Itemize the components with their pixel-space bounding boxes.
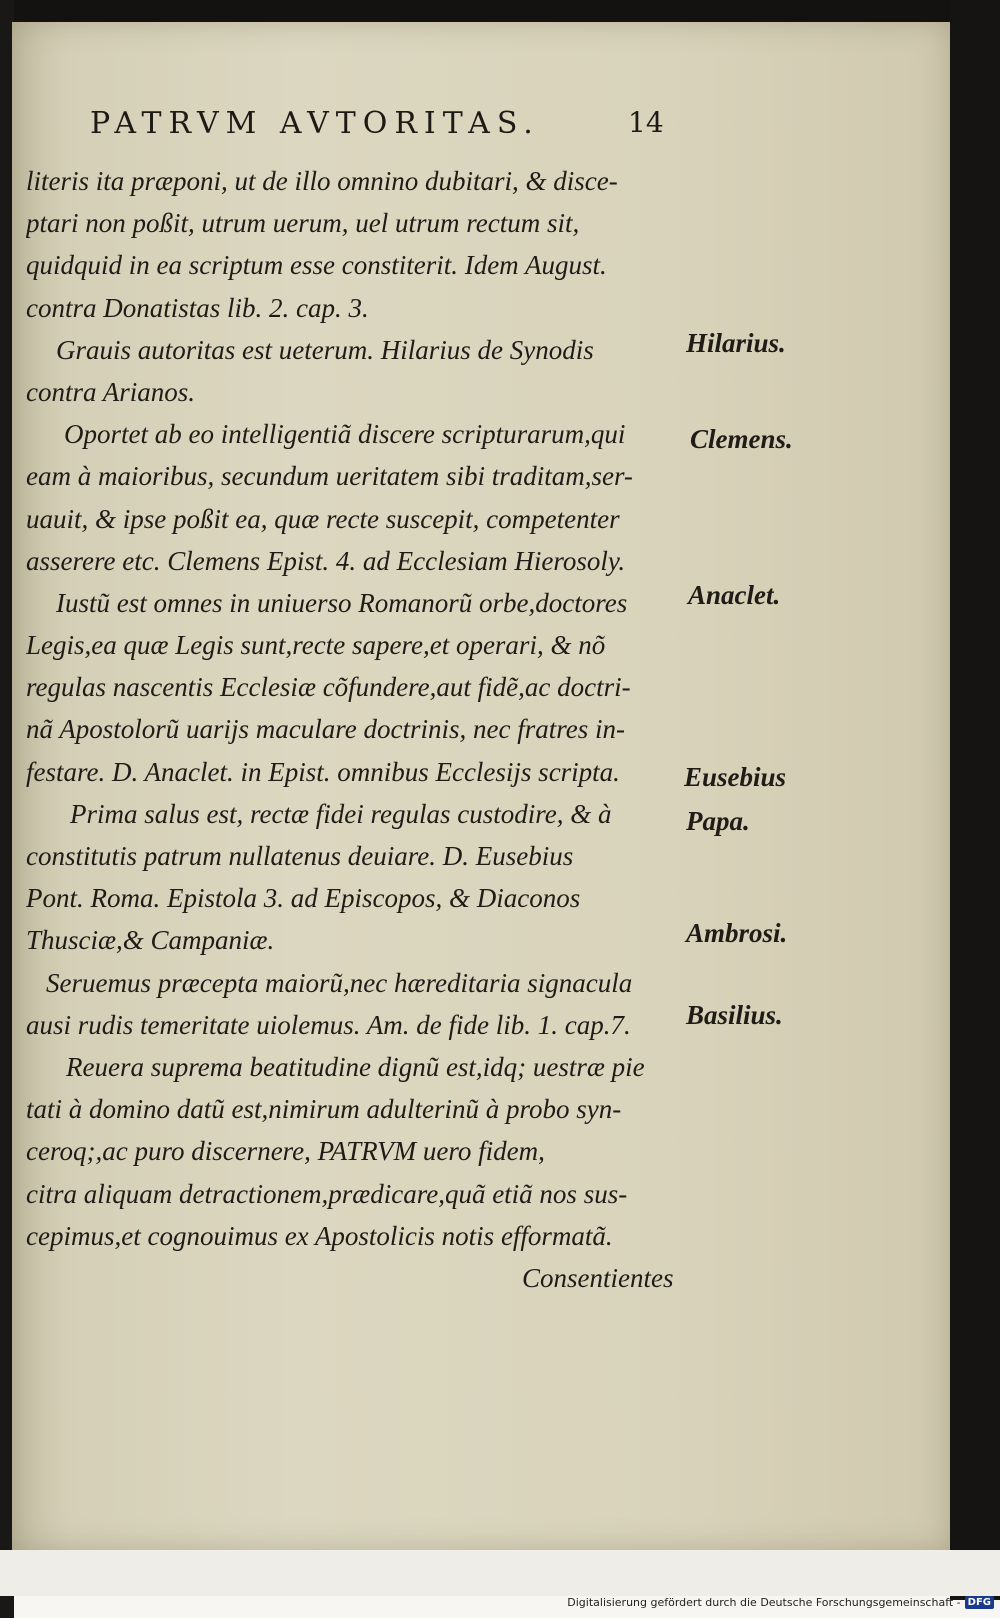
text-line: constitutis patrum nullatenus deuiare. D. Eusebius bbox=[26, 841, 574, 871]
catchword: Consentientes bbox=[522, 1262, 674, 1293]
text-line: regulas nascentis Ecclesiæ cõfundere,aut fidẽ,ac doctri- bbox=[26, 672, 631, 703]
text-line: ceroq;,ac puro discernere, PATRVM uero fidem, bbox=[26, 1136, 545, 1167]
text-line: contra Arianos. bbox=[26, 376, 196, 407]
text-line: Legis,ea quæ Legis sunt,recte sapere,et operari, & nõ bbox=[26, 630, 606, 661]
digitization-credit bbox=[567, 1596, 994, 1609]
dfg-logo: DFG bbox=[965, 1596, 994, 1609]
margin-note-hilarius: Hilarius. bbox=[686, 328, 786, 358]
text-line: contra Donatistas lib. 2. cap. 3. bbox=[26, 292, 369, 323]
text-line: Grauis autoritas est ueterum. Hilarius de Synodis bbox=[56, 334, 594, 365]
text-line: cepimus,et cognouimus ex Apostolicis notis efformatã. bbox=[26, 1220, 613, 1251]
scan-top-border bbox=[0, 0, 1000, 22]
credit-text: Digitalisierung gefördert durch die Deutsche Forschungsgemeinschaft - bbox=[567, 1596, 961, 1609]
text-line: uauit, & ipse poßit ea, quæ recte suscepit, competenter bbox=[26, 503, 620, 534]
scan-bottom-margin bbox=[0, 1550, 1000, 1596]
scan-right-border bbox=[950, 0, 1000, 1600]
text-line: Reuera suprema beatitudine dignũ est,idq; uestræ pie bbox=[66, 1051, 645, 1082]
text-line: literis ita præponi, ut de illo omnino dubitari, & discе- bbox=[26, 166, 618, 196]
text-line: festare. D. Anaclet. in Epist. omnibus Ecclesijs scripta. bbox=[26, 756, 620, 787]
text-line: eam à maioribus, secundum ueritatem sibi traditam,ser- bbox=[26, 461, 633, 492]
text-line: nã Apostolorũ uarijs maculare doctrinis, nec fratres in- bbox=[26, 714, 625, 745]
text-line: Thusciæ,& Campaniæ. bbox=[26, 925, 275, 956]
text-line: ausi rudis temeritate uiolemus. Am. de fide lib. 1. cap.7. bbox=[26, 1009, 631, 1040]
main-text-block bbox=[26, 160, 686, 1299]
margin-note-clemens: Clemens. bbox=[690, 424, 793, 454]
text-line: Seruemus præcepta maiorũ,nec hæreditaria signacula bbox=[46, 967, 633, 998]
page-number: 14 bbox=[628, 106, 664, 139]
text-line: ptari non poßit, utrum uerum, uel utrum rectum sit, bbox=[26, 208, 580, 239]
text-line: asserere etc. Clemens Epist. 4. ad Ecclesiam Hierosoly. bbox=[26, 545, 626, 576]
margin-note-eusebius: Eusebius bbox=[684, 762, 787, 792]
text-line: Pont. Roma. Epistola 3. ad Episcopos, & Diaconos bbox=[26, 883, 581, 914]
text-line: quidquid in ea scriptum esse constiterit. Idem August. bbox=[26, 250, 607, 281]
text-line: Iustũ est omnes in uniuerso Romanorũ orbe,doctores bbox=[56, 587, 628, 618]
text-line: tati à domino datũ est,nimirum adulterinũ à probo syn- bbox=[26, 1094, 622, 1125]
text-line: Oportet ab eo intelligentiã discere scripturarum,qui bbox=[64, 419, 626, 450]
margin-note-papa: Papa. bbox=[686, 806, 750, 836]
margin-note-ambrosi: Ambrosi. bbox=[686, 918, 788, 948]
margin-note-anaclet: Anaclet. bbox=[688, 580, 781, 610]
running-head: PATRVM AVTORITAS. bbox=[90, 106, 540, 141]
margin-note-basilius: Basilius. bbox=[686, 1000, 783, 1030]
text-line: Prima salus est, rectæ fidei regulas custodire, & à bbox=[70, 798, 612, 829]
text-line: citra aliquam detractionem,prædicare,quã etiã nos sus- bbox=[26, 1178, 628, 1209]
